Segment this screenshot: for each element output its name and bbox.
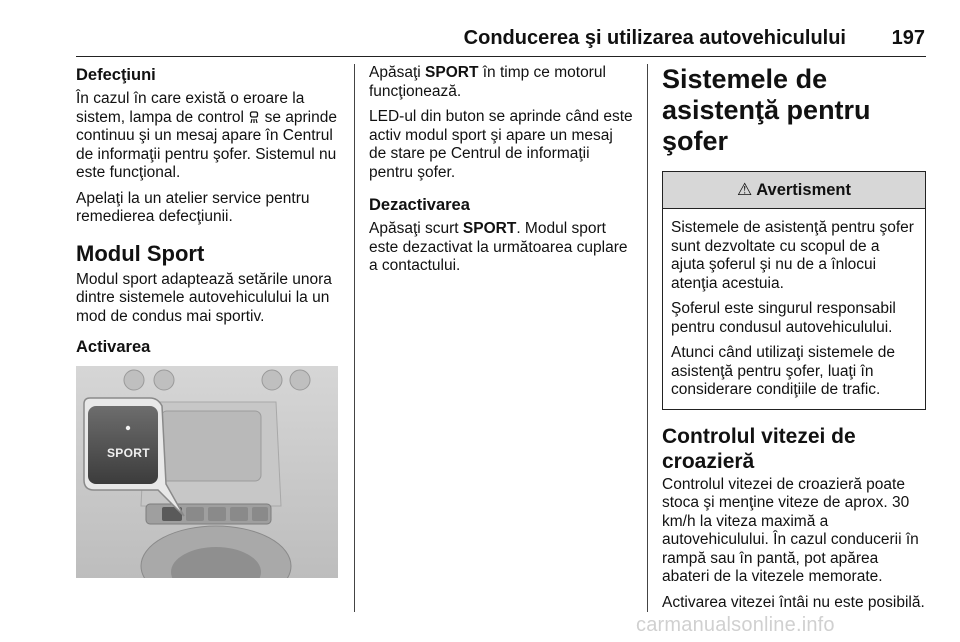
text-fault-start: În cazul în care există o eroare la sistem, lampa de control	[76, 90, 305, 126]
page-number: 197	[891, 27, 925, 49]
console-illustration	[76, 366, 338, 578]
warning-header	[663, 172, 925, 209]
text-press-end: în timp ce motorul funcţionează.	[369, 64, 606, 100]
paragraph-fault	[76, 90, 342, 183]
page-header	[76, 26, 926, 57]
paragraph-deactivate	[369, 220, 634, 276]
heading-activation: Activarea	[76, 338, 151, 356]
column-right	[662, 64, 926, 619]
column-divider	[647, 64, 648, 612]
warning-paragraph-2: Şoferul este singurul responsabil pentru condusul autovehiculului.	[671, 300, 896, 336]
paragraph-service: Apelaţi la un atelier service pentru remedierea defecţiunii.	[76, 189, 310, 225]
text-deact-start: Apăsaţi scurt	[369, 220, 463, 237]
car-control-lamp-icon	[248, 111, 260, 124]
running-header-title: Conducerea şi utilizarea autovehiculului	[463, 27, 846, 49]
warning-title: Avertisment	[756, 180, 851, 199]
keyword-sport: SPORT	[425, 64, 479, 81]
watermark: carmanualsonline.info	[636, 614, 835, 636]
paragraph-sport: Modul sport adaptează setările unora dintre sistemele autovehiculului la un mod de condus mai sportiv.	[76, 270, 332, 325]
heading-faults: Defecţiuni	[76, 66, 156, 84]
column-divider	[354, 64, 355, 612]
column-middle	[369, 64, 634, 283]
paragraph-first-gear: Activarea vitezei întâi nu este posibilă.	[662, 593, 925, 611]
text-press-start: Apăsaţi	[369, 64, 426, 81]
text-fault-end: se aprinde continuu şi un mesaj apare în Centrul de informaţii pentru şofer. Sistemul nu este funcţional.	[76, 108, 337, 181]
sport-button-label: SPORT	[107, 446, 150, 460]
warning-paragraph-1: Sistemele de asistenţă pentru şofer sunt dezvoltate cu scopul de a ajuta şoferul şi nu de a înlocui atenţia acestuia.	[671, 219, 914, 292]
heading-deactivation: Dezactivarea	[369, 196, 470, 214]
paragraph-led: LED-ul din buton se aprinde când este activ modul sport şi apare un mesaj de stare pe Centrul de informaţii pentru şofer.	[369, 108, 633, 181]
warning-box	[662, 171, 926, 410]
heading-driver-assistance: Sistemele de asistenţă pentru şofer	[662, 64, 871, 156]
text-deact-end: . Modul sport este dezactivat la următoarea cuplare a contactului.	[369, 220, 628, 274]
paragraph-cruise: Controlul vitezei de croazieră poate stoca şi menţine viteze de aprox. 30 km/h la viteza maximă a autovehiculului. În cazul conducerii în rampă sau în pantă, pot apărea abateri de la vitezele memorate.	[662, 475, 919, 585]
keyword-sport: SPORT	[462, 220, 517, 237]
warning-body	[663, 209, 925, 409]
sport-button-figure	[76, 366, 338, 578]
paragraph-press-sport	[369, 64, 634, 101]
warning-paragraph-3: Atunci când utilizaţi sistemele de asistenţă pentru şofer, luaţi în considerare condiţiile de trafic.	[671, 344, 896, 398]
heading-cruise-control: Controlul vitezei de croazieră	[662, 424, 856, 473]
heading-sport-mode: Modul Sport	[76, 240, 205, 266]
warning-triangle-icon: ⚠	[736, 180, 753, 199]
column-left	[76, 64, 342, 578]
